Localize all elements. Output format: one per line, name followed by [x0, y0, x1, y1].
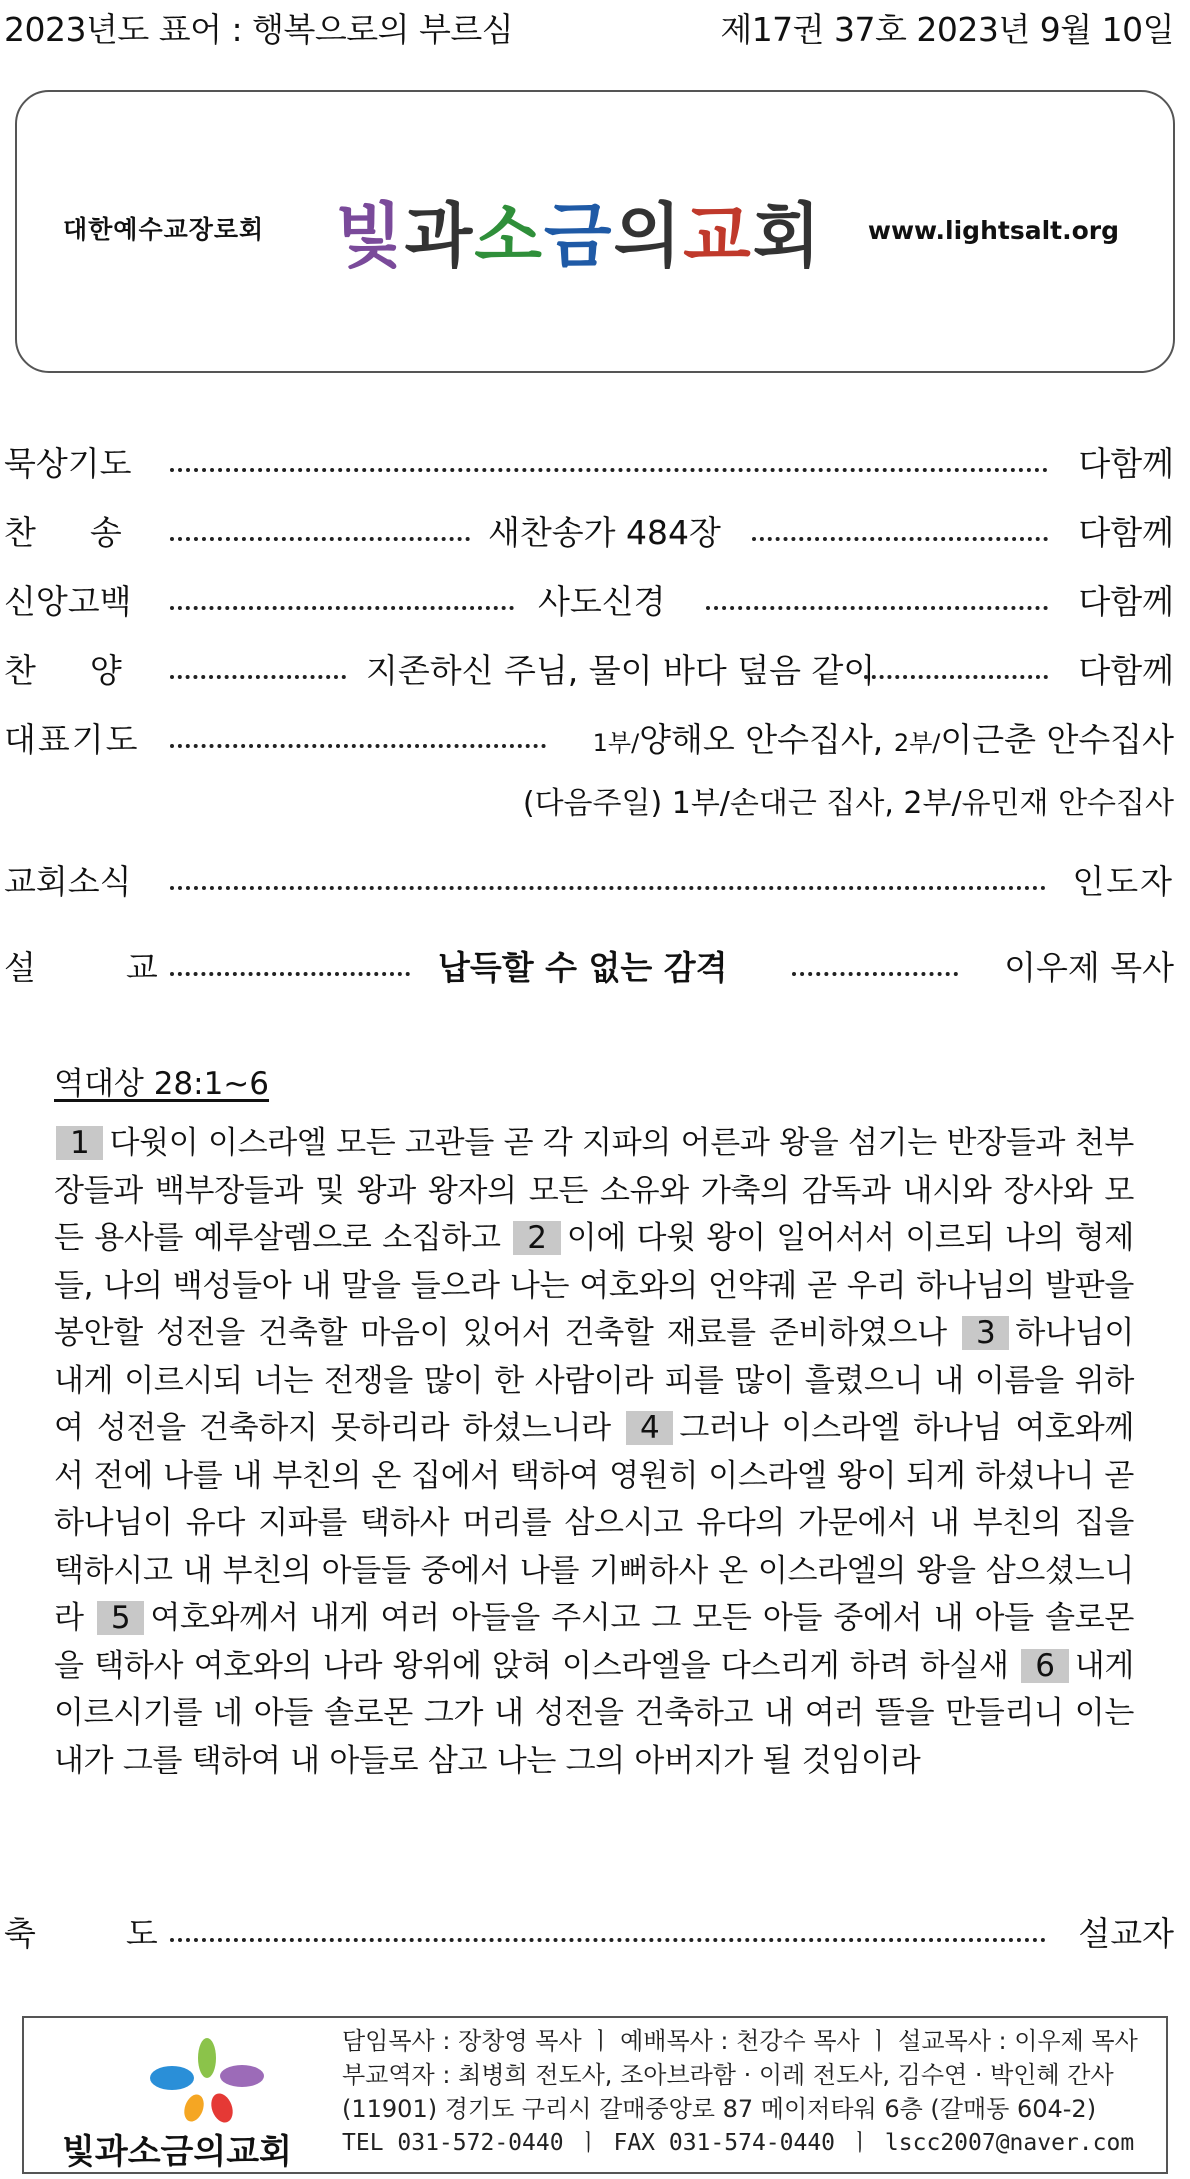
logo-char: 과 — [404, 194, 475, 277]
prayer-leaders — [593, 714, 1174, 761]
scripture-reference: 역대상 28:1~6 — [54, 1066, 270, 1102]
praise-song: 지존하신 주님, 물이 바다 덮음 같이 — [366, 651, 876, 690]
label-silent-prayer: 묵상기도 — [4, 444, 132, 483]
dot-leader — [170, 675, 346, 679]
staff-line: 부교역자 : 최병희 전도사, 조아브라함 · 이레 전도사, 김수연 · 박인혜 간사 — [342, 2061, 1114, 2089]
leader-hymn: 다함께 — [1078, 513, 1174, 552]
dot-leader — [752, 537, 1048, 541]
dot-leader — [792, 972, 958, 976]
dot-leader — [170, 468, 1048, 472]
sermon-title: 납득할 수 없는 감격 — [438, 948, 728, 987]
leader-creed: 다함께 — [1078, 582, 1174, 621]
leader-news: 인도자 — [1072, 862, 1174, 901]
label-praise: 찬양 — [4, 651, 176, 690]
verse-number: 4 — [626, 1411, 673, 1445]
dot-leader — [864, 675, 1048, 679]
verse-number: 5 — [97, 1601, 144, 1635]
verse-text: 다윗이 이스라엘 모든 고관들 곧 각 지파의 어른과 왕을 섬기는 반장들과 천부장들과 백부장들과 및 왕과 왕자의 모든 소유와 가축의 감독과 내시와 장사와 모든 용사를 예루살렘으로 소집하고 — [54, 1125, 1134, 1256]
row-church-news — [0, 856, 1190, 906]
footer-church-name: 빛과소금의교회 — [62, 2132, 292, 2172]
label-hymn: 찬송 — [4, 513, 176, 552]
church-logo — [335, 180, 822, 281]
denomination: 대한예수교장로회 — [63, 215, 265, 244]
church-url[interactable]: www.lightsalt.org — [867, 216, 1119, 245]
row-representative-prayer — [0, 714, 1190, 764]
bulletin-header — [0, 4, 1190, 48]
verse-text: 하나님이 내게 이르시되 너는 전쟁을 많이 한 사람이라 피를 많이 흘렸으니 내 이름을 위하여 성전을 건축하지 못하리라 하셨느니라 — [54, 1315, 1134, 1446]
label-news: 교회소식 — [4, 862, 132, 901]
logo-char: 교 — [683, 194, 753, 277]
church-info-footer — [22, 2016, 1168, 2174]
dot-leader — [170, 744, 546, 748]
label-prayer: 대표기도 — [4, 720, 140, 759]
verse-text: 이에 다윗 왕이 일어서서 이르되 나의 형제들, 나의 백성들아 내 말을 들으라 나는 여호와의 언약궤 곧 우리 하나님의 발판을 봉안할 성전을 건축할 마음이 있어서 건축할 재료를 준비하였으나 — [54, 1220, 1134, 1351]
label-benediction: 축도 — [4, 1914, 248, 1953]
dot-leader — [170, 972, 410, 976]
preacher: 이우제 목사 — [1004, 948, 1174, 987]
year-motto: 2023년도 표어 : 행복으로의 부르심 — [4, 10, 514, 49]
verse-number: 3 — [962, 1316, 1009, 1350]
row-praise — [0, 645, 1190, 695]
service-2-label: 2부/ — [893, 729, 941, 757]
verse-text: 그러나 이스라엘 하나님 여호와께서 전에 나를 내 부친의 온 집에서 택하여 영원히 이스라엘 왕이 되게 하셨나니 곧 하나님이 유다 지파를 택하사 머리를 삼으시고 유다의 가문에서 내 부친의 집을 택하시고 내 부친의 아들들 중에서 나를 기뻐하사 온 이스라엘의 왕을 삼으셨느니라 — [54, 1410, 1134, 1636]
church-flower-icon — [142, 2036, 272, 2126]
dot-leader — [170, 537, 470, 541]
contact-line: TEL 031-572-0440 ㅣ FAX 031-574-0440 ㅣ lscc2007@naver.com — [342, 2130, 1135, 2156]
service-2-leader: 이근춘 안수집사 — [940, 720, 1174, 759]
service-1-label: 1부/ — [592, 729, 640, 757]
verse-number: 1 — [56, 1126, 103, 1160]
leader-praise: 다함께 — [1078, 651, 1174, 690]
label-creed: 신앙고백 — [4, 582, 132, 621]
logo-char: 금 — [543, 194, 614, 277]
row-benediction — [0, 1908, 1190, 1958]
leader-benediction: 설교자 — [1078, 1914, 1174, 1953]
issue-date: 제17권 37호 2023년 9월 10일 — [720, 10, 1174, 49]
row-sermon — [0, 942, 1190, 992]
church-banner — [15, 90, 1175, 373]
logo-char: 의 — [613, 194, 684, 277]
address-line: (11901) 경기도 구리시 갈매중앙로 87 메이저타워 6층 (갈매동 604-2) — [342, 2095, 1097, 2123]
verse-number: 6 — [1021, 1649, 1068, 1683]
dot-leader — [706, 606, 1048, 610]
pastors-line: 담임목사 : 장창영 목사 ㅣ 예배목사 : 천강수 목사 ㅣ 설교목사 : 이우제 목사 — [342, 2027, 1138, 2055]
scripture-passage — [54, 1120, 1134, 1785]
verse-text: 여호와께서 내게 여러 아들을 주시고 그 모든 아들 중에서 내 아들 솔로몬을 택하사 여호와의 나라 왕위에 앉혀 이스라엘을 다스리게 하려 하실새 — [54, 1600, 1135, 1684]
verse-number: 2 — [513, 1221, 560, 1255]
next-week-prayer: (다음주일) 1부/손대근 집사, 2부/유민재 안수집사 — [522, 786, 1174, 821]
dot-leader — [170, 1938, 1046, 1942]
logo-char: 빛 — [335, 194, 405, 277]
label-sermon: 설교 — [4, 948, 248, 987]
dot-leader — [170, 886, 1046, 890]
service-1-leader: 양해오 안수집사, — [639, 720, 884, 759]
leader-silent-prayer: 다함께 — [1078, 444, 1174, 483]
verse-text: 내게 이르시기를 네 아들 솔로몬 그가 내 성전을 건축하고 내 여러 뜰을 만들리니 이는 내가 그를 택하여 내 아들로 삼고 나는 그의 아버지가 될 것임이라 — [54, 1647, 1134, 1779]
row-creed — [0, 576, 1190, 626]
row-silent-prayer — [0, 438, 1190, 488]
creed-name: 사도신경 — [538, 582, 666, 621]
logo-char: 회 — [752, 194, 823, 277]
footer-info — [342, 2024, 1138, 2160]
row-hymn — [0, 507, 1190, 557]
logo-char: 소 — [474, 194, 544, 277]
hymn-number: 새찬송가 484장 — [488, 513, 721, 552]
dot-leader — [170, 606, 514, 610]
